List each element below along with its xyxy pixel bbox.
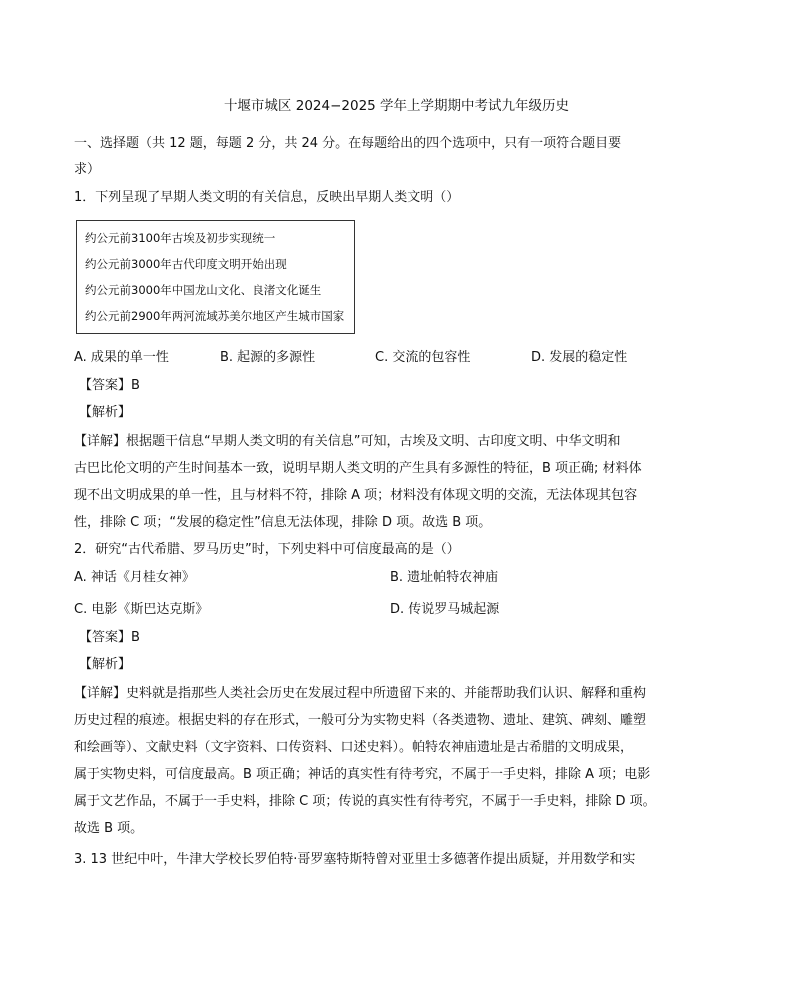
q1-analysis-label: 【解析】 <box>79 405 132 420</box>
q1-material-box <box>76 220 355 334</box>
q2-option-c: C. 电影《斯巴达克斯》 <box>74 602 209 617</box>
q2-detail-line: 【详解】史料就是指那些人类社会历史在发展过程中所遗留下来的、并能帮助我们认识、解释和重构 <box>74 686 647 701</box>
q3-stem: 3. 13 世纪中叶，牛津大学校长罗伯特·哥罗塞特斯特曾对亚里士多德著作提出质疑，并用数学和实 <box>74 852 636 867</box>
q1-stem: 1．下列呈现了早期人类文明的有关信息，反映出早期人类文明（） <box>74 190 460 205</box>
q1-option-c: C. 交流的包容性 <box>375 350 471 365</box>
q2-analysis-label: 【解析】 <box>79 657 132 672</box>
q2-detail-line: 和绘画等）、文献史料（文字资料、口传资料、口述史料）。帕特农神庙遗址是古希腊的文明成果， <box>74 740 634 755</box>
q1-material-row: 约公元前3000年古代印度文明开始出现 <box>85 257 287 271</box>
q1-material-row: 约公元前2900年两河流域苏美尔地区产生城市国家 <box>85 309 345 323</box>
q1-option-b: B. 起源的多源性 <box>220 350 316 365</box>
q1-option-a: A. 成果的单一性 <box>74 350 169 365</box>
q2-option-b: B. 遗址帕特农神庙 <box>390 570 499 585</box>
q2-detail-line: 故选 B 项。 <box>74 821 144 836</box>
q1-material-row: 约公元前3000年中国龙山文化、良渚文化诞生 <box>85 283 322 297</box>
q2-answer: 【答案】B <box>79 630 140 645</box>
q1-material-row: 约公元前3100年古埃及初步实现统一 <box>85 231 276 245</box>
q1-detail-line: 现不出文明成果的单一性，且与材料不符，排除 A 项；材料没有体现文明的交流，无法体现其包容 <box>74 488 638 503</box>
q1-detail-line: 古巴比伦文明的产生时间基本一致，说明早期人类文明的产生具有多源性的特征，B 项正确; 材料体 <box>74 461 642 476</box>
q2-stem: 2．研究“古代希腊、罗马历史”时，下列史料中可信度最高的是（） <box>74 542 460 557</box>
q1-answer: 【答案】B <box>79 378 140 393</box>
q2-option-a: A. 神话《月桂女神》 <box>74 570 195 585</box>
q1-detail-line: 【详解】根据题干信息“早期人类文明的有关信息”可知，古埃及文明、古印度文明、中华文明和 <box>74 434 621 449</box>
q1-option-d: D. 发展的稳定性 <box>531 350 628 365</box>
q2-detail-line: 属于实物史料，可信度最高。B 项正确；神话的真实性有待考究，不属于一手史料，排除 A 项；电影 <box>74 767 651 782</box>
q2-detail-line: 属于文艺作品，不属于一手史料，排除 C 项；传说的真实性有待考究，不属于一手史料，排除 D 项。 <box>74 794 656 809</box>
q2-detail-line: 历史过程的痕迹。根据史料的存在形式，一般可分为实物史料（各类遗物、遗址、建筑、碑刻、雕塑 <box>74 713 647 728</box>
q1-detail-line: 性，排除 C 项；“发展的稳定性”信息无法体现，排除 D 项。故选 B 项。 <box>74 515 492 530</box>
section-heading-cont: 求） <box>74 162 101 177</box>
q2-option-d: D. 传说罗马城起源 <box>390 602 500 617</box>
page-title: 十堰市城区 2024−2025 学年上学期期中考试九年级历史 <box>223 98 570 114</box>
section-heading: 一、选择题（共 12 题，每题 2 分，共 24 分。在每题给出的四个选项中，只有一项符合题目要 <box>74 136 622 151</box>
